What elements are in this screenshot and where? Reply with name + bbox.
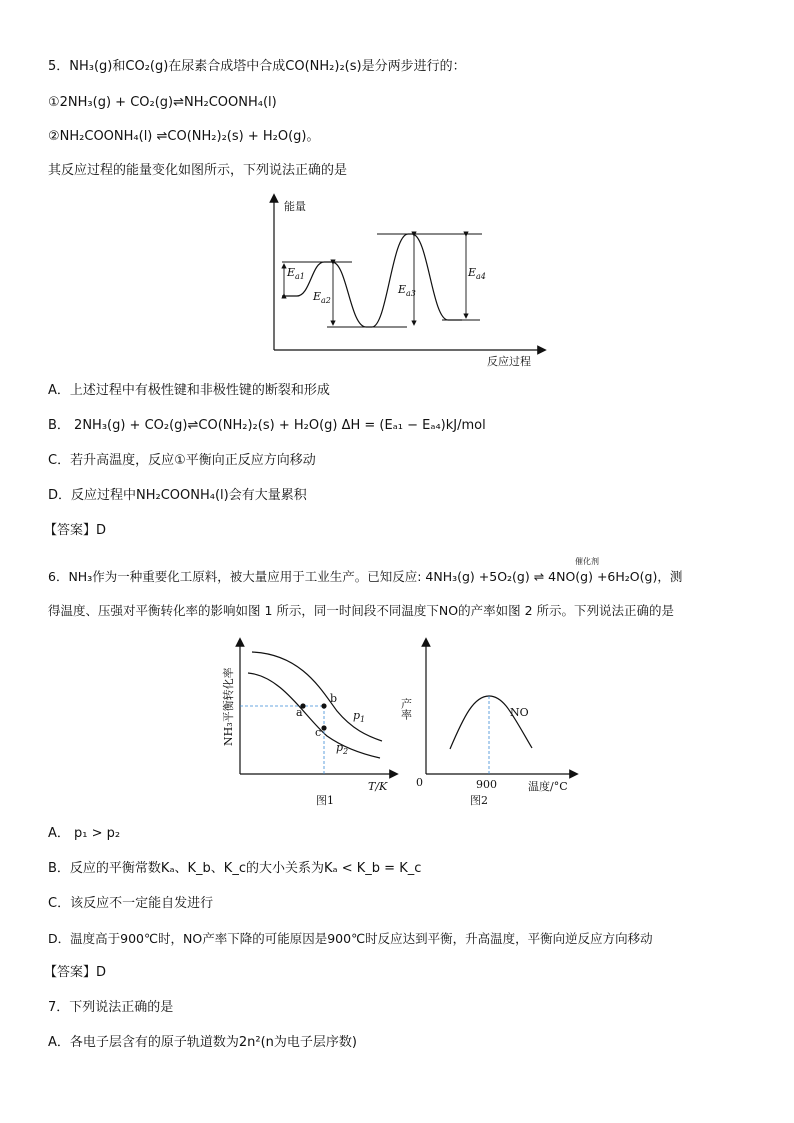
q6-option-c: C．该反应不一定能自发进行 — [48, 896, 214, 911]
q6-option-d: D．温度高于900℃时，NO产率下降的可能原因是900℃时反应达到平衡，升高温度，平衡向逆反应方向移动 — [48, 931, 653, 946]
q6-option-a: A． p₁ > p₂ — [48, 826, 121, 841]
energy-y-label: 能量 — [284, 200, 306, 213]
ea4-label: $E_{a4}$ — [468, 266, 486, 281]
p2-label: $p_2$ — [336, 741, 349, 756]
no-curve — [450, 696, 532, 749]
ea1-label: $E_{a1}$ — [287, 266, 305, 281]
catalyst-label: 催化剂 — [575, 557, 599, 566]
q7-stem: 7．下列说法正确的是 — [48, 1000, 174, 1015]
p1-label: $p_1$ — [353, 709, 366, 724]
q5-option-b: B． 2NH₃(g) + CO₂(g)⇌CO(NH₂)₂(s) + H₂O(g) ΔH = (Eₐ₁ − Eₐ₄)kJ/mol — [48, 418, 486, 433]
fig2-y-label: 产率 — [399, 698, 413, 720]
fig2-caption: 图2 — [470, 794, 488, 807]
q6-answer: 【答案】D — [44, 965, 107, 980]
fig1-caption: 图1 — [316, 794, 334, 807]
fig1-y-label: NH₃平衡转化率 — [222, 667, 235, 746]
q5-stem: 5．NH₃(g)和CO₂(g)在尿素合成塔中合成CO(NH₂)₂(s)是分两步进行的： — [48, 59, 466, 74]
fig2-peak-tick: 900 — [476, 778, 497, 791]
fig2-origin: 0 — [416, 776, 423, 789]
q5-option-c: C．若升高温度，反应①平衡向正反应方向移动 — [48, 453, 316, 468]
no-label: NO — [510, 706, 529, 719]
point-b-label: b — [330, 692, 338, 705]
q5-answer: 【答案】D — [44, 523, 107, 538]
ea2-label: $E_{a2}$ — [313, 290, 331, 305]
point-a-label: a — [296, 706, 303, 719]
energy-diagram — [262, 190, 552, 370]
q5-option-a: A．上述过程中有极性键和非极性键的断裂和形成 — [48, 383, 330, 398]
q6-option-b: B．反应的平衡常数Kₐ、K_b、K_c的大小关系为Kₐ < K_b = K_c — [48, 861, 422, 876]
q7-option-a: A．各电子层含有的原子轨道数为2n²(n为电子层序数) — [48, 1035, 357, 1050]
point-b — [321, 703, 326, 708]
q6-stem-line2: 得温度、压强对平衡转化率的影响如图 1 所示，同一时间段不同温度下NO的产率如图 2 所示。下列说法正确的是 — [48, 603, 674, 618]
fig2-x-label: 温度/°C — [528, 780, 568, 793]
q5-step2: ②NH₂COONH₄(l) ⇌CO(NH₂)₂(s) + H₂O(g)。 — [48, 129, 320, 144]
point-c-label: c — [315, 726, 322, 739]
ea3-label: $E_{a3}$ — [398, 283, 416, 298]
q6-stem-line1: 6．NH₃作为一种重要化工原料，被大量应用于工业生产。已知反应: 4NH₃(g) +5O₂(g) ⇌ 4NO(g) +6H₂O(g)，测 — [48, 569, 683, 584]
q5-prompt: 其反应过程的能量变化如图所示，下列说法正确的是 — [48, 163, 348, 178]
fig1-x-label: T/K — [368, 780, 388, 793]
q5-option-d: D．反应过程中NH₂COONH₄(l)会有大量累积 — [48, 488, 307, 503]
q6-figures — [212, 636, 582, 814]
energy-x-label: 反应过程 — [487, 355, 531, 368]
figure-2 — [400, 642, 575, 807]
figure-1 — [221, 642, 394, 807]
point-c — [321, 725, 326, 730]
energy-curve — [282, 234, 462, 327]
q5-step1: ①2NH₃(g) + CO₂(g)⇌NH₂COONH₄(l) — [48, 95, 277, 110]
